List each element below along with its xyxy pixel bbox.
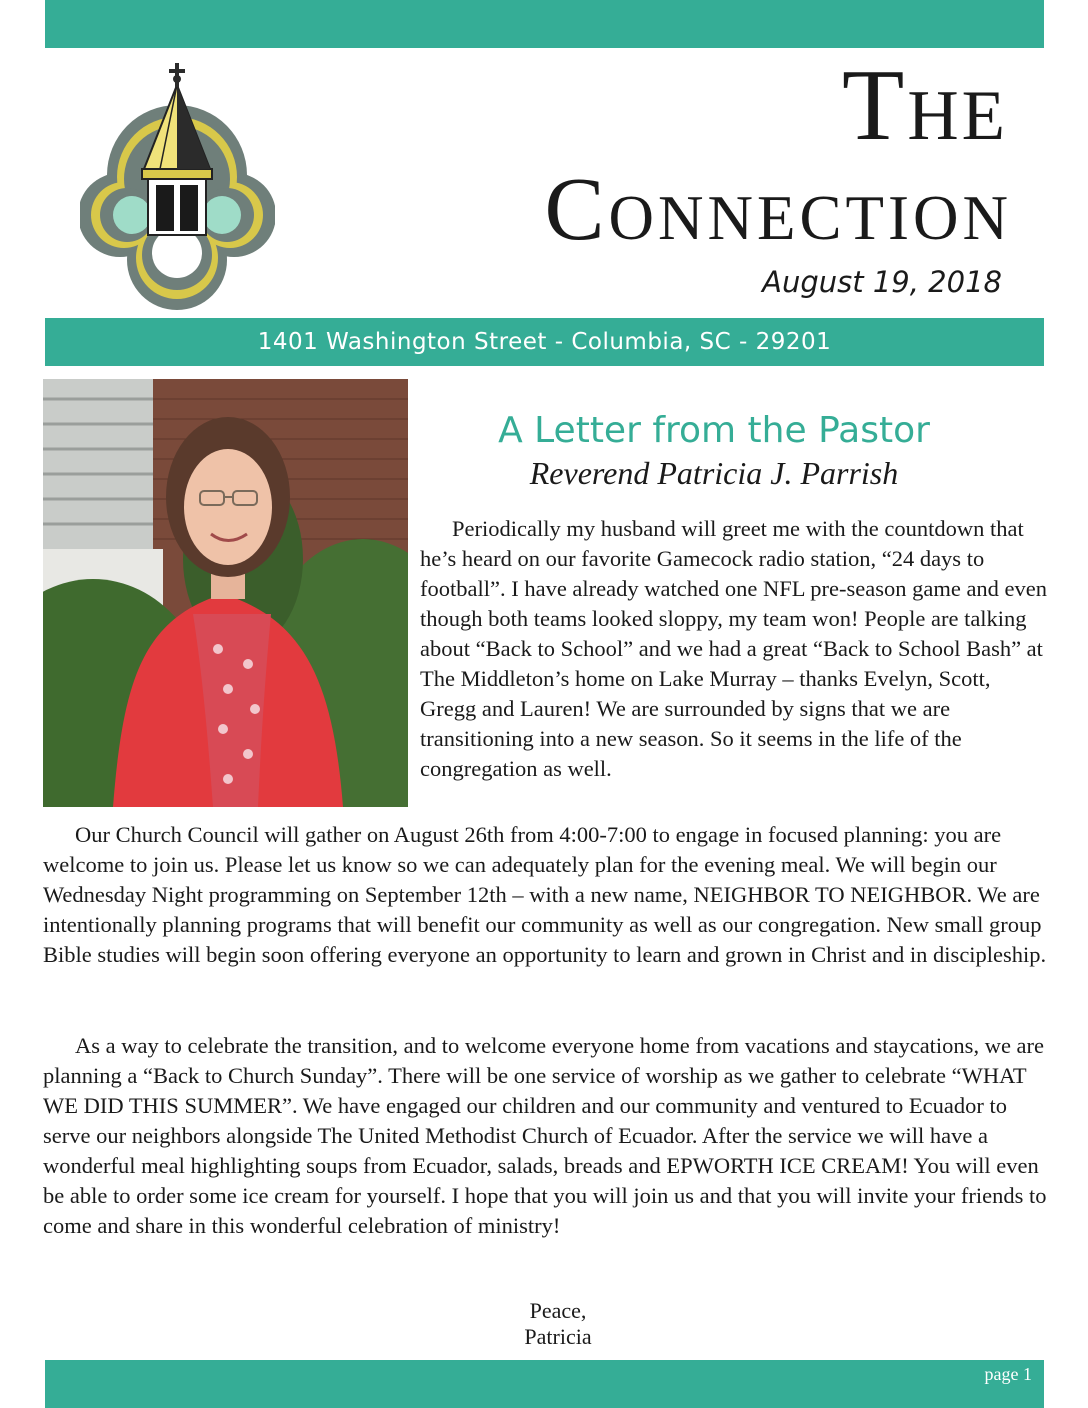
article-paragraph: As a way to celebrate the transition, and to welcome everyone home from vacations and staycations, we are planning a “Back to Church Sunday”. There will be one service of worship as we gather to celebrate “WHAT WE DID THIS SUMMER”. We have engaged our children and our community and ventured to Ecuador to serve our neighbors alongside The United Methodist Church of Ecuador. After the service we will have a wonderful meal highlighting soups from Ecuador, salads, breads and EPWORTH ICE CREAM! You will even be able to order some ice cream for yourself. I hope that you will join us and that you will invite your friends to come and share in this wonderful celebration of ministry! (43, 1033, 1047, 1238)
signature: Patricia (524, 1324, 592, 1349)
article-title: A Letter from the Pastor (498, 410, 930, 451)
top-accent-bar (45, 0, 1044, 48)
article-author: Reverend Patricia J. Parrish (529, 455, 899, 491)
article-paragraph: Our Church Council will gather on August 26th from 4:00-7:00 to engage in focused planning: you are welcome to join us. Please let us know so we can adequately plan for the evening meal. We will begin our Wednesday Night programming on September 12th – with a new name, NEIGHBOR TO NEIGHBOR. We are intentionally planning programs that will benefit our community as well as our congregation. New small group Bible studies will begin soon offering everyone an opportunity to learn and grown in Christ and in discipleship. (43, 822, 1047, 967)
church-address: 1401 Washington Street - Columbia, SC - 29201 (257, 329, 832, 355)
signoff (458, 1298, 658, 1350)
masthead-title-connection: Connection (544, 160, 1012, 259)
issue-date: August 19, 2018 (762, 265, 1002, 299)
closing: Peace, (529, 1298, 587, 1323)
address-bar (45, 318, 1044, 366)
masthead-title-the: The (842, 49, 1008, 162)
article-paragraph: Periodically my husband will greet me with the countdown that he’s heard on our favorite Gamecock radio station, “24 days to football”. I have already watched one NFL pre-season game and even though both teams looked sloppy, my team won! People are talking about “Back to School” and we had a great “Back to School Bash” at The Middleton’s home on Lake Murray – thanks Evelyn, Scott, Gregg and Lauren! We are surrounded by signs that we are transitioning into a new season. So it seems in the life of the congregation as well. (420, 516, 1048, 781)
pastor-photo (43, 379, 408, 807)
footer-bar (45, 1360, 1044, 1408)
page-number: page 1 (984, 1364, 1032, 1384)
church-steeple-logo (80, 55, 275, 315)
